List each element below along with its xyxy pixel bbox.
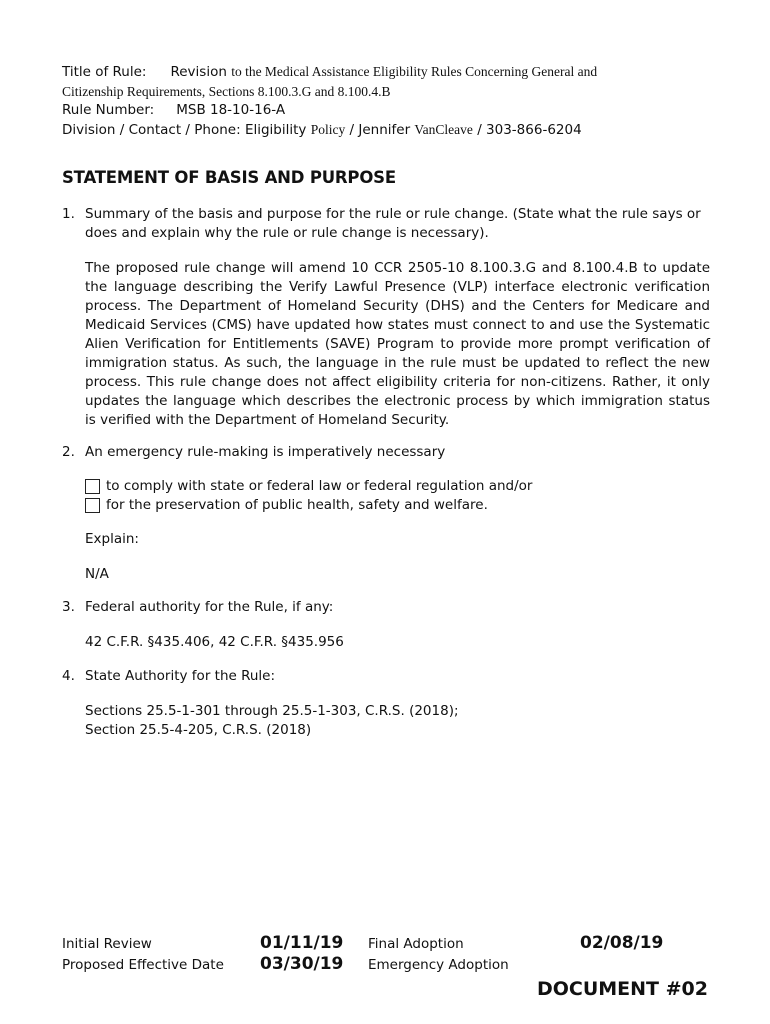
emergency-checkboxes <box>85 477 710 515</box>
item-1-answer: The proposed rule change will amend 10 CCR 2505-10 8.100.3.G and 8.100.4.B to update the language describing the Verify Lawful Presence (VLP) interface electronic verification process. The Department of Homeland Security (DHS) and the Centers for Medicare and Medicaid Services (CMS) have updated how states must connect to and use the Systematic Alien Verification for Entitlements (SAVE) Program to provide more prompt verification of immigration status. As such, the language in the rule must be updated to reflect the new process. This rule change does not affect eligibility criteria for non-citizens. Rather, it only updates the language which describes the electronic process by which immigration status is verified with the Department of Homeland Security. <box>85 260 710 428</box>
proposed-effective-label: Proposed Effective Date <box>62 957 224 973</box>
title-value: to the Medical Assistance Eligibility Rules Concerning General and <box>231 64 598 79</box>
final-adoption-date: 02/08/19 <box>580 933 664 953</box>
contact-phone: / 303-866-6204 <box>477 122 582 138</box>
checkbox-label: for the preservation of public health, safety and welfare. <box>106 497 488 513</box>
item-4-answer <box>85 702 710 740</box>
rule-header <box>62 62 712 140</box>
explain-label: Explain: <box>85 531 139 547</box>
checkbox-row-public-health[interactable] <box>85 496 710 515</box>
item-number: 4. <box>62 668 75 684</box>
document-number: DOCUMENT #02 <box>536 978 708 1000</box>
division-label: Division / Contact / Phone: <box>62 122 241 138</box>
emergency-adoption-label: Emergency Adoption <box>368 957 509 973</box>
final-adoption-label: Final Adoption <box>368 936 464 952</box>
item-question: An emergency rule-making is imperatively necessary <box>85 444 446 460</box>
item-2 <box>62 443 712 462</box>
item-number: 3. <box>62 599 75 615</box>
state-authority-line: Sections 25.5-1-301 through 25.5-1-303, C.R.S. (2018); <box>85 703 459 719</box>
checkbox-label: to comply with state or federal law or federal regulation and/or <box>106 478 533 494</box>
item-1 <box>62 205 712 243</box>
page-title: STATEMENT OF BASIS AND PURPOSE <box>62 168 396 187</box>
state-authority-line: Section 25.5-4-205, C.R.S. (2018) <box>85 722 312 738</box>
division-name: Eligibility <box>244 122 307 138</box>
item-question: Federal authority for the Rule, if any: <box>85 599 334 615</box>
item-number: 1. <box>62 206 75 222</box>
initial-review-label: Initial Review <box>62 936 152 952</box>
item-question: State Authority for the Rule: <box>85 668 276 684</box>
division-contact-line <box>62 120 712 140</box>
contact-first-name: / Jennifer <box>349 122 411 138</box>
title-of-rule-line <box>62 62 712 82</box>
rule-number-value: MSB 18-10-16-A <box>176 102 286 118</box>
item-number: 2. <box>62 444 75 460</box>
item-3 <box>62 598 712 617</box>
explain-value: N/A <box>85 566 109 582</box>
title-label: Title of Rule: <box>62 64 147 80</box>
division-policy: Policy <box>310 122 346 137</box>
title-value-lead: Revision <box>170 64 227 80</box>
proposed-effective-date: 03/30/19 <box>260 954 344 974</box>
rule-number-line <box>62 101 712 120</box>
initial-review-date: 01/11/19 <box>260 933 344 953</box>
public-health-checkbox[interactable] <box>85 498 100 513</box>
item-question: Summary of the basis and purpose for the rule or rule change. (State what the rule says or does and explain why the rule or rule change is necessary). <box>85 206 701 241</box>
title-value-continued: Citizenship Requirements, Sections 8.100.3.G and 8.100.4.B <box>62 84 391 99</box>
item-3-answer: 42 C.F.R. §435.406, 42 C.F.R. §435.956 <box>85 634 344 650</box>
rule-number-label: Rule Number: <box>62 102 155 118</box>
item-4 <box>62 667 712 686</box>
comply-law-checkbox[interactable] <box>85 479 100 494</box>
contact-last-name: VanCleave <box>414 122 473 137</box>
checkbox-row-law[interactable] <box>85 477 710 496</box>
